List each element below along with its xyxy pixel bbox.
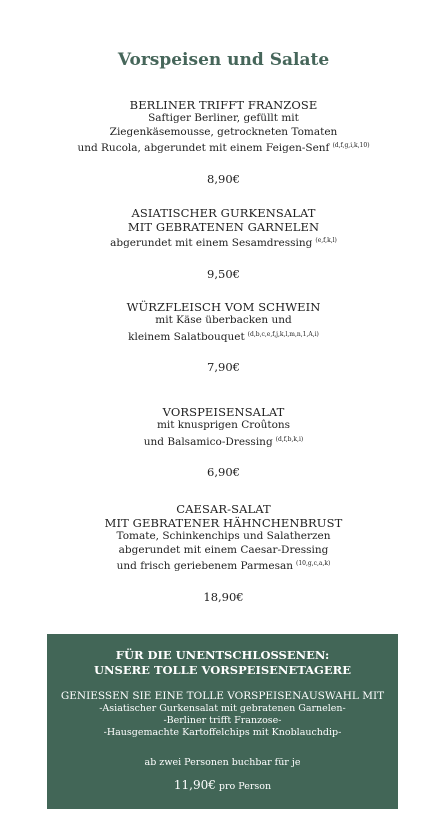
platter-item: -Asiatischer Gurkensalat mit gebratenen Garnelen- xyxy=(99,703,346,714)
allergen-codes: (10,g,c,a,k) xyxy=(296,560,331,567)
dish-description-line: Ziegenkäsemousse, getrockneten Tomaten xyxy=(109,125,338,138)
platter-box xyxy=(47,634,398,809)
dish-name: MIT GEBRATENEN GARNELEN xyxy=(127,220,320,234)
dish-item xyxy=(0,300,447,374)
dish-name: VORSPEISENSALAT xyxy=(162,405,285,419)
dish-item xyxy=(0,405,447,479)
platter-heading: UNSERE TOLLE VORSPEISENETAGERE xyxy=(94,663,351,677)
dish-price: 9,50€ xyxy=(207,266,240,281)
platter-intro: GENIESSEN SIE EINE TOLLE VORSPEISENAUSWAHL MIT xyxy=(60,690,385,702)
platter-price-unit: pro Person xyxy=(218,781,272,792)
dish-name: BERLINER TRIFFT FRANZOSE xyxy=(129,98,318,112)
dish-price: 6,90€ xyxy=(207,465,240,479)
platter-item: -Hausgemachte Kartoffelchips mit Knoblauchdip- xyxy=(103,727,342,738)
dish-name: MIT GEBRATENER HÄHNCHENBRUST xyxy=(104,516,343,530)
allergen-codes: (e,f,k,l) xyxy=(315,237,337,244)
dish-description-line: mit Käse überbacken und xyxy=(155,314,292,326)
dish-name: CAESAR-SALAT xyxy=(176,502,271,516)
dish-description-line: und Rucola, abgerundet mit einem Feigen-Senf $^{(d,f,g,i,k,10)}$ xyxy=(77,142,370,154)
dish-price: 8,90€ xyxy=(207,171,240,186)
platter-item: -Berliner trifft Franzose- xyxy=(163,715,282,726)
allergen-codes: (d,f,b,k,i) xyxy=(275,435,304,443)
dish-price: 18,90€ xyxy=(203,589,244,604)
allergen-codes: (d,b,c,e,f,j,k,l,m,n,1,A,i) xyxy=(247,330,319,338)
dish-description-line: und frisch geriebenem Parmesan $^{(10,g,c,a,k)}$ xyxy=(116,560,331,572)
dish-description-line: Saftiger Berliner, gefüllt mit xyxy=(148,112,299,124)
dish-name: WÜRZFLEISCH VOM SCHWEIN xyxy=(126,300,321,314)
dish-name: ASIATISCHER GURKENSALAT xyxy=(131,206,316,220)
dish-description-line: abgerundet mit einem Sesamdressing $^{(e,f,k,l)}$ xyxy=(110,237,337,249)
dish-item xyxy=(0,502,447,604)
platter-price: 11,90€ xyxy=(173,778,216,792)
dish-description-line: Tomate, Schinkenchips und Salatherzen xyxy=(116,530,331,542)
dish-item xyxy=(0,98,447,186)
dish-description-line: und Balsamico-Dressing $^{(d,f,b,k,i)}$ xyxy=(143,435,304,448)
platter-note: ab zwei Personen buchbar für je xyxy=(144,757,301,768)
section-title: Vorspeisen und Salate xyxy=(117,50,330,70)
platter-heading: FÜR DIE UNENTSCHLOSSENEN: xyxy=(115,648,330,662)
platter-price-line xyxy=(47,774,398,793)
allergen-codes: (d,f,g,i,k,10) xyxy=(332,142,370,149)
dish-item xyxy=(0,206,447,281)
dish-price: 7,90€ xyxy=(207,360,240,374)
dish-description-line: kleinem Salatbouquet $^{(d,b,c,e,f,j,k,l,m,n,1,A,i)}$ xyxy=(128,330,319,343)
dish-description-line: mit knusprigen Croûtons xyxy=(156,419,291,431)
dish-description-line: abgerundet mit einem Caesar-Dressing xyxy=(118,543,329,556)
